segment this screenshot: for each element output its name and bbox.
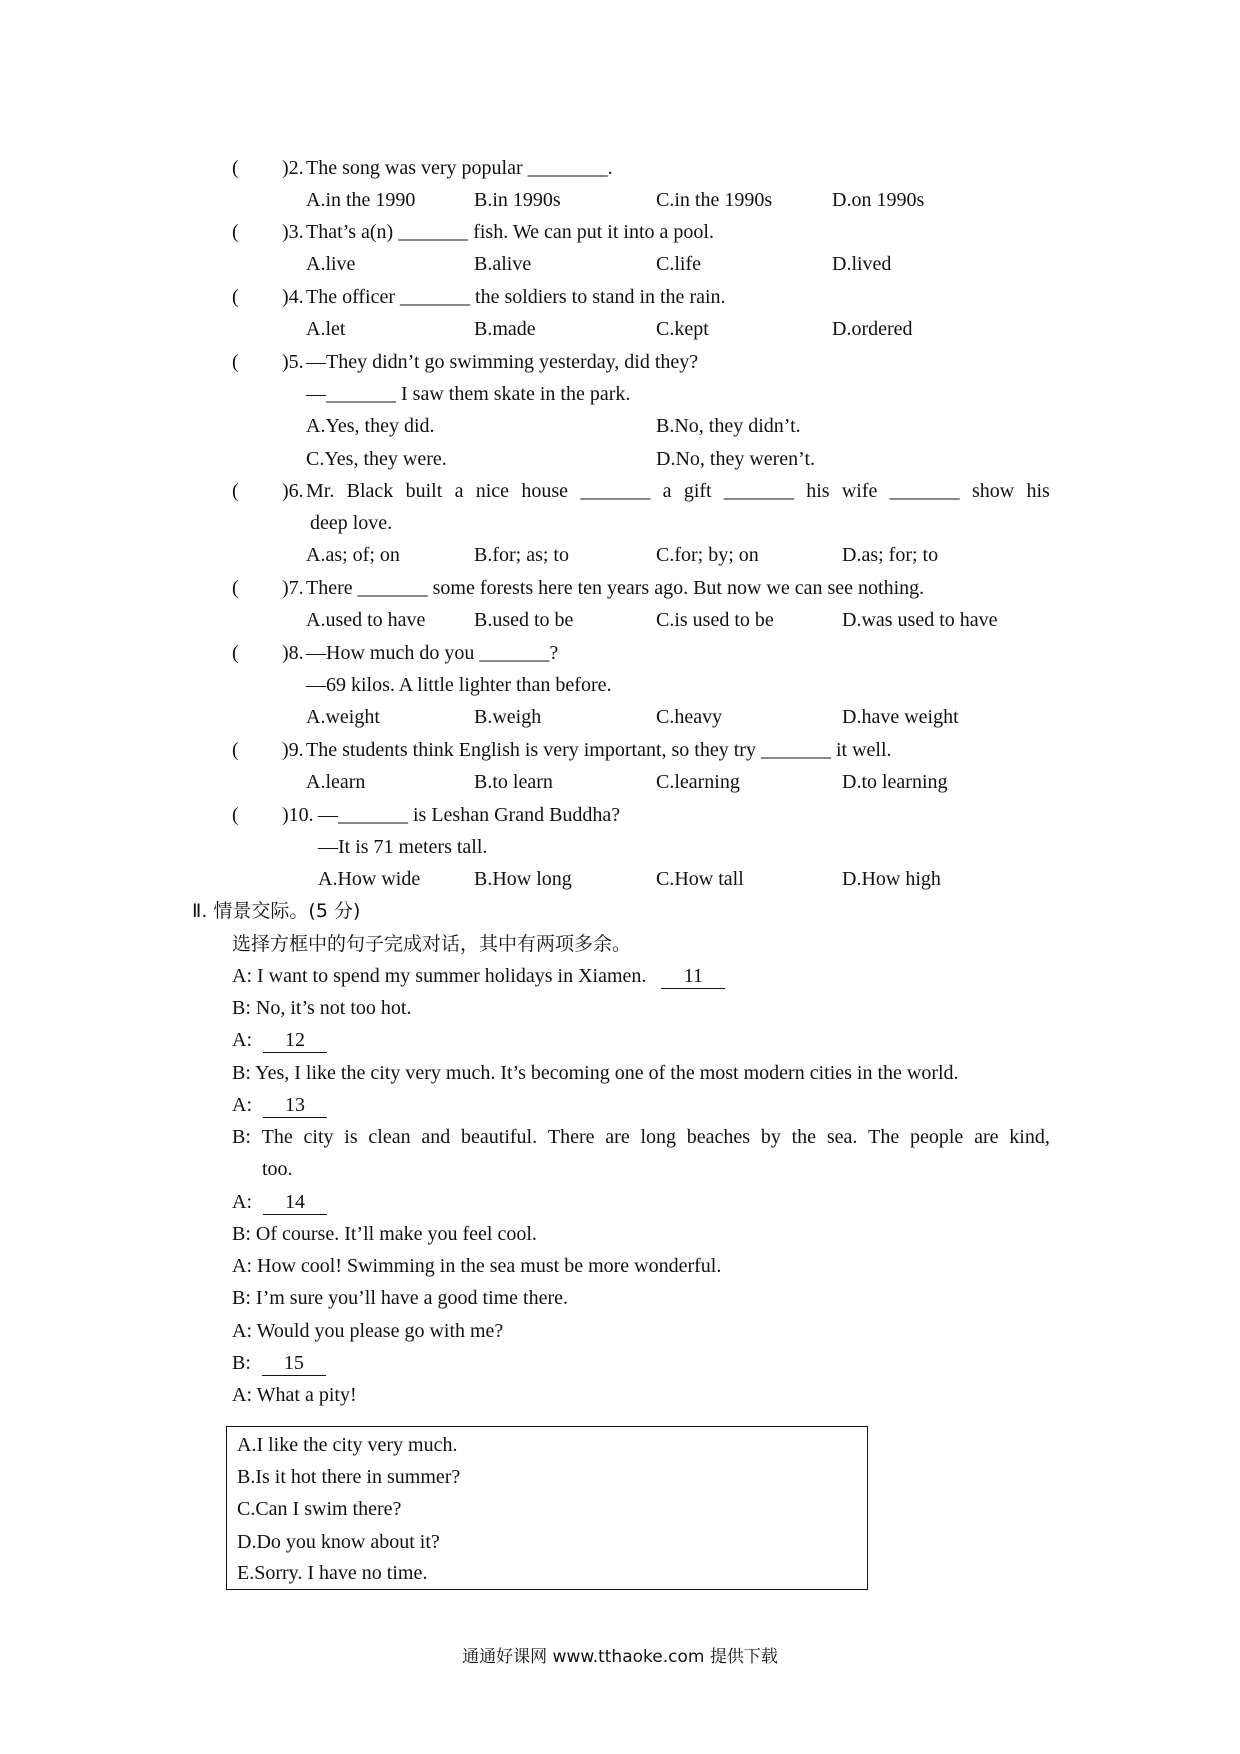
dialogue-line [232, 964, 725, 989]
stem-word: his [806, 480, 830, 502]
speaker: A: [232, 1384, 252, 1406]
speaker: A: [232, 1255, 252, 1277]
option-b: B.for; as; to [474, 544, 569, 566]
choice-c: C.Can I swim there? [237, 1498, 402, 1520]
stem-word: house [521, 480, 569, 502]
dialogue-line [232, 1383, 357, 1407]
answer-paren: ( [232, 157, 239, 179]
question-stem: —How much do you _______? [306, 642, 559, 664]
answer-paren: ( [232, 480, 239, 502]
dialogue-word: is [344, 1126, 358, 1148]
option-c: C.in the 1990s [656, 189, 773, 211]
option-b: B.No, they didn’t. [656, 415, 801, 437]
stem-word: his [1026, 480, 1050, 502]
speaker: B: [232, 1287, 251, 1309]
dialogue-word: the [791, 1126, 817, 1148]
option-c: C.kept [656, 318, 709, 340]
question-stem: There _______ some forests here ten years ago. But now we can see nothing. [306, 577, 925, 599]
stem-blank: _______ [889, 480, 960, 502]
choices-box [226, 1426, 868, 1590]
question-number: )5. [282, 351, 304, 373]
dialogue-text: Of course. It’ll make you feel cool. [255, 1223, 537, 1245]
stem-word: nice [475, 480, 510, 502]
option-a: A.Yes, they did. [306, 415, 435, 437]
dialogue-word: are [605, 1126, 630, 1148]
stem-word: a [454, 480, 464, 502]
answer-blank: 12 [263, 1028, 327, 1053]
option-c: C.learning [656, 771, 740, 793]
option-b: B.How long [474, 868, 572, 890]
dialogue-line [232, 1125, 1050, 1149]
option-a: A.used to have [306, 609, 426, 631]
answer-blank: 15 [262, 1351, 326, 1376]
dialogue-word: beautiful. [461, 1126, 538, 1148]
option-a: A.live [306, 253, 356, 275]
option-a: A.weight [306, 706, 380, 728]
stem-word: gift [683, 480, 712, 502]
stem-blank: _______ [580, 480, 651, 502]
question-number: )3. [282, 221, 304, 243]
question-stem: The officer _______ the soldiers to stand in the rain. [306, 286, 726, 308]
answer-paren: ( [232, 351, 239, 373]
dialogue-word: The [868, 1126, 900, 1148]
dialogue-text: What a pity! [256, 1384, 357, 1406]
stem-word: show [971, 480, 1015, 502]
dialogue-word: The [261, 1126, 293, 1148]
question-number: )4. [282, 286, 304, 308]
dialogue-word: beaches [686, 1126, 751, 1148]
option-b: B.to learn [474, 771, 553, 793]
dialogue-line [232, 1351, 326, 1376]
question-number: )10. [282, 804, 314, 826]
dialogue-word: sea. [826, 1126, 858, 1148]
option-b: B.in 1990s [474, 189, 561, 211]
dialogue-line [232, 1319, 503, 1343]
question-stem: That’s a(n) _______ fish. We can put it into a pool. [306, 221, 714, 243]
option-d: D.as; for; to [842, 544, 939, 566]
stem-word: Mr. [306, 480, 335, 502]
option-c: C.Yes, they were. [306, 448, 447, 470]
speaker: B: [232, 1062, 251, 1084]
question-stem-line-2: —69 kilos. A little lighter than before. [306, 674, 612, 696]
option-a: A.as; of; on [306, 544, 400, 566]
option-a: A.How wide [318, 868, 421, 890]
speaker: B: [232, 1126, 251, 1148]
speaker: A: [232, 1094, 252, 1116]
answer-blank: 14 [263, 1190, 327, 1215]
dialogue-word: long [640, 1126, 677, 1148]
option-c: C.is used to be [656, 609, 774, 631]
dialogue-word: There [547, 1126, 595, 1148]
speaker: A: [232, 1191, 252, 1213]
question-number: )7. [282, 577, 304, 599]
dialogue-text: No, it’s not too hot. [255, 997, 412, 1019]
question-stem: The song was very popular ________. [306, 157, 613, 179]
speaker: A: [232, 1320, 252, 1342]
option-d: D.How high [842, 868, 941, 890]
question-stem: —They didn’t go swimming yesterday, did they? [306, 351, 699, 373]
dialogue-text: How cool! Swimming in the sea must be more wonderful. [257, 1255, 722, 1277]
option-c: C.for; by; on [656, 544, 759, 566]
option-b: B.weigh [474, 706, 542, 728]
answer-blank: 13 [263, 1093, 327, 1118]
dialogue-line [232, 1286, 568, 1310]
option-c: C.How tall [656, 868, 744, 890]
question-stem-line-2: —_______ I saw them skate in the park. [306, 383, 631, 405]
question-number: )2. [282, 157, 304, 179]
dialogue-line [232, 1061, 959, 1085]
option-d: D.to learning [842, 771, 948, 793]
dialogue-text: Yes, I like the city very much. It’s becoming one of the most modern cities in the world. [255, 1062, 959, 1084]
option-a: A.let [306, 318, 346, 340]
option-c: C.life [656, 253, 701, 275]
option-c: C.heavy [656, 706, 723, 728]
section-title: Ⅱ. 情景交际。(5 分) [192, 900, 361, 922]
dialogue-word: and [421, 1126, 451, 1148]
dialogue-word: kind, [1009, 1126, 1050, 1148]
speaker: A: [232, 1029, 252, 1051]
question-number: )8. [282, 642, 304, 664]
answer-paren: ( [232, 221, 239, 243]
question-stem: —_______ is Leshan Grand Buddha? [318, 804, 621, 826]
stem-word: built [405, 480, 443, 502]
dialogue-line [232, 996, 411, 1020]
option-b: B.used to be [474, 609, 574, 631]
stem-blank: _______ [723, 480, 794, 502]
dialogue-line [232, 1222, 537, 1246]
choice-a: A.I like the city very much. [237, 1434, 458, 1456]
dialogue-word: by [760, 1126, 781, 1148]
question-number: )6. [282, 480, 304, 502]
answer-paren: ( [232, 804, 239, 826]
option-a: A.in the 1990 [306, 189, 416, 211]
answer-paren: ( [232, 577, 239, 599]
question-number: )9. [282, 739, 304, 761]
option-d: D.was used to have [842, 609, 998, 631]
question-stem-line-2: —It is 71 meters tall. [318, 836, 488, 858]
answer-paren: ( [232, 286, 239, 308]
dialogue-line [232, 1190, 327, 1215]
choice-b: B.Is it hot there in summer? [237, 1466, 461, 1488]
option-d: D.ordered [832, 318, 913, 340]
dialogue-line [232, 1254, 721, 1278]
speaker: B: [232, 1223, 251, 1245]
answer-paren: ( [232, 739, 239, 761]
dialogue-text-line-2: too. [262, 1158, 293, 1180]
dialogue-word: city [303, 1126, 334, 1148]
dialogue-line [232, 1028, 327, 1053]
option-a: A.learn [306, 771, 366, 793]
option-d: D.have weight [842, 706, 959, 728]
dialogue-text: I want to spend my summer holidays in Xiamen. [257, 965, 647, 987]
option-b: B.made [474, 318, 536, 340]
speaker: A: [232, 965, 252, 987]
question-stem [306, 479, 1050, 503]
stem-word: a [662, 480, 672, 502]
choice-e: E.Sorry. I have no time. [237, 1562, 428, 1584]
dialogue-word: clean [368, 1126, 411, 1148]
dialogue-word: are [974, 1126, 999, 1148]
answer-paren: ( [232, 642, 239, 664]
option-d: D.No, they weren’t. [656, 448, 816, 470]
dialogue-text: Would you please go with me? [256, 1320, 504, 1342]
section-instruction: 选择方框中的句子完成对话，其中有两项多余。 [232, 933, 632, 955]
page-footer: 通通好课网 www.tthaoke.com 提供下载 [462, 1647, 778, 1667]
stem-word: Black [346, 480, 394, 502]
speaker: B: [232, 1352, 251, 1374]
question-stem: The students think English is very important, so they try _______ it well. [306, 739, 892, 761]
answer-blank: 11 [661, 964, 725, 989]
stem-word: wife [841, 480, 878, 502]
question-stem-line-2: deep love. [310, 512, 393, 534]
choice-d: D.Do you know about it? [237, 1531, 440, 1553]
speaker: B: [232, 997, 251, 1019]
dialogue-text: I’m sure you’ll have a good time there. [255, 1287, 569, 1309]
dialogue-line [232, 1093, 327, 1118]
option-b: B.alive [474, 253, 532, 275]
dialogue-word: people [910, 1126, 964, 1148]
option-d: D.on 1990s [832, 189, 925, 211]
option-d: D.lived [832, 253, 892, 275]
